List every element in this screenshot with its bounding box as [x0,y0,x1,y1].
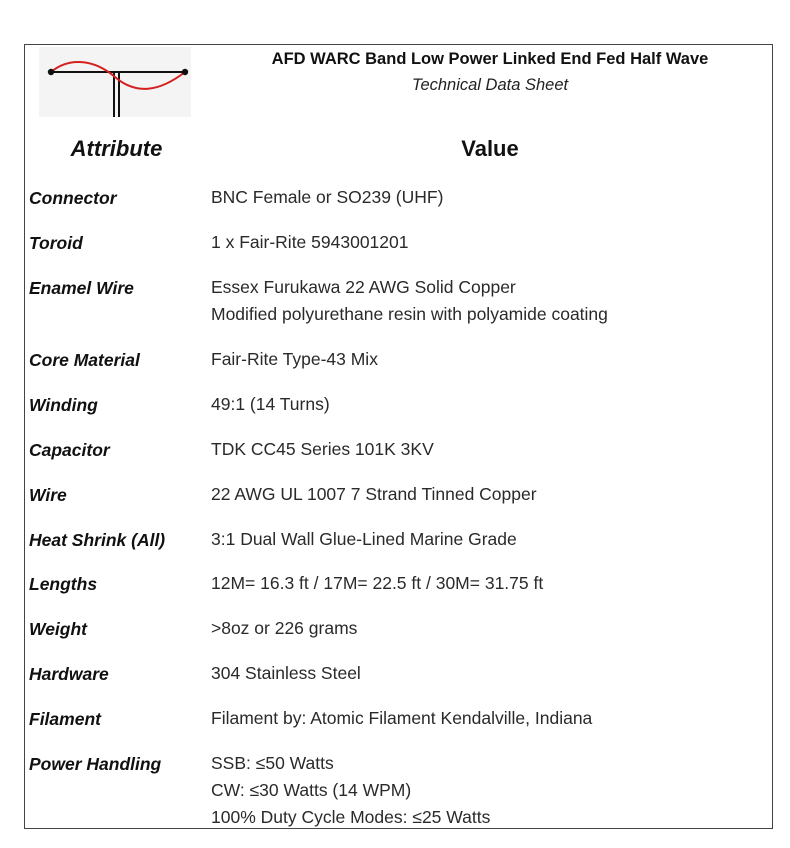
data-sheet [24,44,773,829]
attribute-label: Weight [29,619,88,639]
attribute-value: BNC Female or SO239 (UHF) [211,187,444,207]
attribute-label: Core Material [29,350,140,370]
attribute-value: 12M= 16.3 ft / 17M= 22.5 ft / 30M= 31.75 ft [211,573,544,593]
attribute-value: 304 Stainless Steel [211,663,361,683]
attribute-value: >8oz or 226 grams [211,618,358,638]
attribute-value: Filament by: Atomic Filament Kendalville, Indiana [211,708,593,728]
attribute-value: TDK CC45 Series 101K 3KV [211,439,434,459]
page-subtitle: Technical Data Sheet [411,76,569,94]
attribute-label: Hardware [29,664,109,684]
attribute-value: 3:1 Dual Wall Glue-Lined Marine Grade [211,529,517,549]
column-header-attribute: Attribute [70,136,163,161]
attribute-value: 1 x Fair-Rite 5943001201 [211,232,409,252]
attribute-value: Essex Furukawa 22 AWG Solid Copper Modified polyurethane resin with polyamide coating [211,277,608,324]
attribute-value: Fair-Rite Type-43 Mix [211,349,378,369]
attribute-label: Power Handling [29,754,162,774]
antenna-logo [39,47,191,117]
attribute-label: Winding [29,395,98,415]
attribute-label: Enamel Wire [29,278,134,298]
column-header-value: Value [461,136,519,161]
antenna-diagram-icon [39,47,191,117]
attribute-label: Wire [29,485,67,505]
attribute-value: 49:1 (14 Turns) [211,394,330,414]
page-title: AFD WARC Band Low Power Linked End Fed Half Wave [271,50,709,68]
attribute-value: 22 AWG UL 1007 7 Strand Tinned Copper [211,484,537,504]
attribute-label: Filament [29,709,101,729]
attribute-label: Lengths [29,574,98,594]
attribute-label: Capacitor [29,440,110,460]
attribute-label: Connector [29,188,117,208]
attribute-value: SSB: ≤50 Watts CW: ≤30 Watts (14 WPM) 100% Duty Cycle Modes: ≤25 Watts [211,753,491,827]
attribute-label: Heat Shrink (All) [29,530,166,550]
attribute-label: Toroid [29,233,83,253]
